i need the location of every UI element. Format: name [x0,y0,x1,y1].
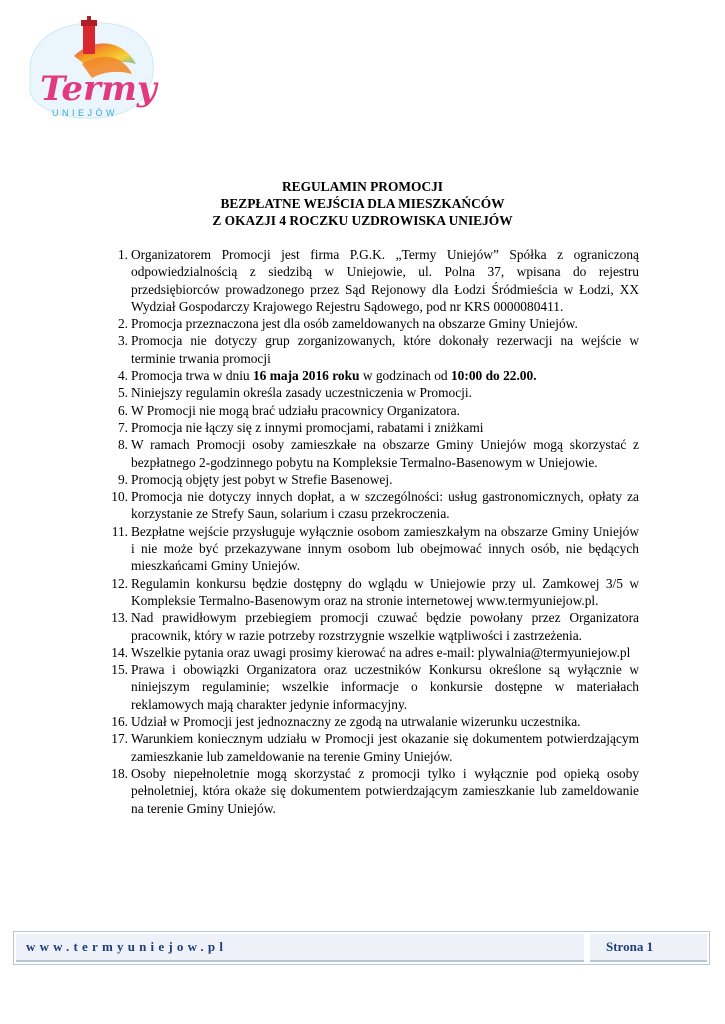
rule-item [104,436,639,471]
rule-number: 15. [111,662,128,678]
page-number: Strona 1 [590,934,707,962]
rule-text: Warunkiem koniecznym udziału w Promocji jest okazanie się dokumentem potwierdzającym zamieszkanie lub zameldowanie na terenie Gminy Uniejów. [131,731,639,764]
rule-text: Prawa i obowiązki Organizatora oraz uczestników Konkursu określone są wyłącznie w niniejszym regulaminie; wszelkie informacje o konkursie dostępne w materiałach reklamowych mają charakter jedynie informacyjny. [131,662,639,712]
rule-number: 9. [117,471,128,487]
rules-list [104,246,639,817]
rule-number: 1. [117,247,128,262]
footer-url[interactable]: www.termyuniejow.pl [16,934,584,962]
title-line-2: BEZPŁATNE WEJŚCIA DLA MIESZKAŃCÓW [220,196,505,211]
rule-item [104,384,639,401]
rule-item [104,713,639,730]
title-line-3: Z OKAZJI 4 ROCZKU UZDROWISKA UNIEJÓW [212,213,513,228]
page-footer [13,931,710,965]
logo-text: Termy [40,69,157,109]
rule-number: 10. [111,489,128,505]
rule-text: Promocja przeznaczona jest dla osób zameldowanych na obszarze Gminy Uniejów. [131,316,578,332]
rule-item [104,246,639,315]
rule-number: 14. [111,644,128,660]
rule-text: W ramach Promocji osoby zamieszkałe na obszarze Gminy Uniejów mogą skorzystać z bezpłatnego 2-godzinnego pobytu na Kompleksie Termalno-Basenowym w Uniejowie. [131,437,639,470]
rule-item [104,367,639,384]
rule-item [104,332,639,367]
promo-hours: 10:00 do 22.00. [450,368,537,384]
rule-item [104,402,639,419]
termy-uniejow-logo [12,8,162,126]
rule-text: Niniejszy regulamin określa zasady uczestniczenia w Promocji. [131,385,472,401]
rule-item [104,419,639,436]
rule-text: Promocja nie łączy się z innymi promocjami, rabatami i zniżkami [131,419,484,435]
rule-text: Osoby niepełnoletnie mogą skorzystać z promocji tylko i wyłącznie pod opieką osoby pełnoletniej, która okaże się dokumentem potwierdzającym zamieszkanie lub zameldowanie na terenie Gminy Uniejów. [131,765,639,816]
rule-text: W Promocji nie mogą brać udziału pracownicy Organizatora. [131,402,460,418]
document-title [0,178,725,229]
rule-text: Regulamin konkursu będzie dostępny do wglądu w Uniejowie przy ul. Zamkowej 3/5 w Kompleksie Termalno-Basenowym oraz na stronie internetowej www.termyuniejow.pl. [131,575,639,608]
rule-item [104,315,639,332]
rule-item [104,471,639,488]
rule-item [104,609,639,644]
rule-number: 18. [111,765,128,781]
rule-number: 5. [117,385,128,401]
rule-text: Promocja nie dotyczy innych dopłat, a w szczególności: usług gastronomicznych, opłaty za korzystanie ze Strefy Saun, solarium i czasu przekroczenia. [131,489,639,522]
rule-text: Bezpłatne wejście przysługuje wyłącznie osobom zamieszkałym na obszarze Gminy Uniejów i nie może być przekazywane innym osobom lub obejmować innych osób, nie będących mieszkańcami Gminy Uniejów. [131,523,639,574]
rule-item [104,730,639,765]
rule-number: 16. [111,714,128,730]
rule-text: Wszelkie pytania oraz uwagi prosimy kierować na adres e-mail: plywalnia@termyuniejow.pl [131,644,631,660]
rule-text: Organizatorem Promocji jest firma P.G.K. „Termy Uniejów” Spółka z ograniczoną odpowiedzialnością z siedzibą w Uniejowie, ul. Polna 37, wpisana do rejestru przedsiębiorców prowadzonego przez Sąd Rejonowy dla Łodzi Śródmieścia w Łodzi, XX Wydział Gospodarczy Krajowego Rejestru Sądowego, pod nr KRS 0000080411. [131,247,639,314]
rule-number: 7. [117,419,128,435]
rule-number: 13. [111,610,128,626]
rule-text: Promocja nie dotyczy grup zorganizowanych, które dokonały rezerwacji na wejście w terminie trwania promocji [131,333,639,366]
rule-item [104,488,639,523]
rule-number: 12. [111,575,128,591]
rule-item [104,661,639,713]
rule-number: 2. [117,316,128,332]
rule-number: 6. [117,402,128,418]
rule-item [104,765,639,817]
logo-subtext: UNIEJÓW [52,108,118,118]
rule-item [104,523,639,575]
rule-text: Promocją objęty jest pobyt w Strefie Basenowej. [131,471,393,487]
rule-text-mid: w godzinach od [359,368,451,384]
rule-text-pre: Promocja trwa w dniu [131,368,253,384]
rule-number: 4. [117,368,128,384]
rule-item [104,644,639,661]
rule-text: Nad prawidłowym przebiegiem promocji czuwać będzie powołany przez Organizatora pracownik, który w razie potrzeby rozstrzygnie wszelkie wątpliwości i zastrzeżenia. [131,610,639,643]
rule-number: 11. [111,523,128,539]
logo-graphic [12,8,162,126]
rule-item [104,575,639,610]
rule-text: Udział w Promocji jest jednoznaczny ze zgodą na utrwalanie wizerunku uczestnika. [131,714,581,730]
rule-number: 17. [111,731,128,747]
title-line-1: REGULAMIN PROMOCJI [281,179,444,194]
rule-number: 8. [117,437,128,453]
rule-number: 3. [117,333,128,349]
promo-date: 16 maja 2016 roku [252,368,360,384]
